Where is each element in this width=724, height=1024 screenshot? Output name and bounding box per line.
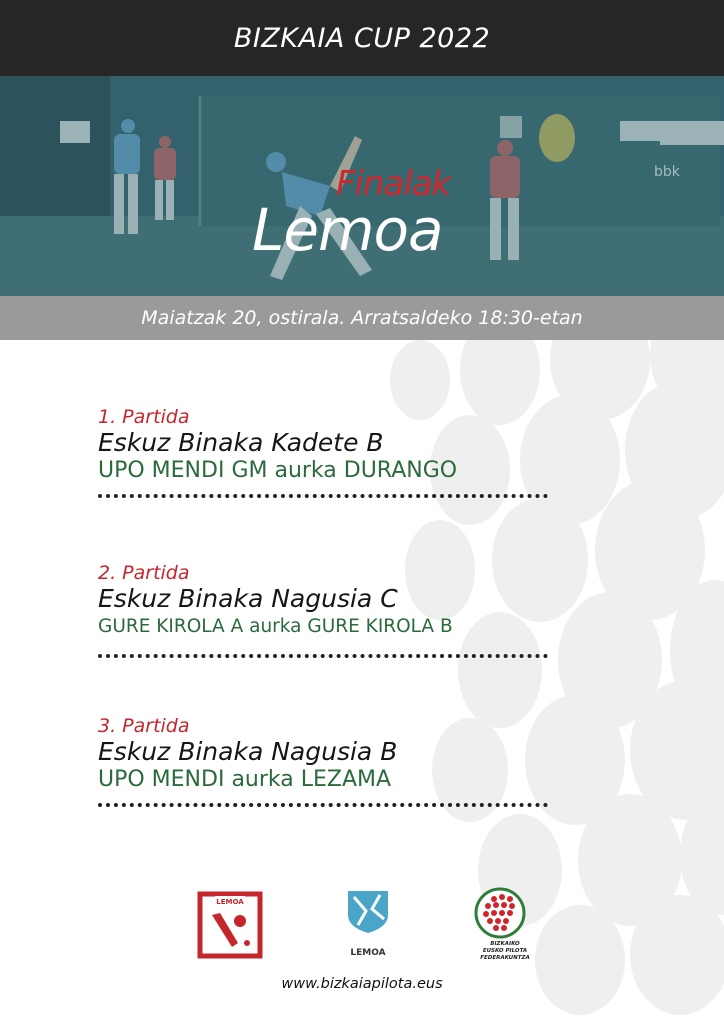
header-bar [0,0,724,76]
lemoa-club-logo [200,894,260,956]
match-2 [98,562,558,658]
match-3 [98,715,558,807]
match-number: 1. Partida [98,406,190,428]
sponsor-logos [0,885,724,965]
svg-text:LEMOA: LEMOA [350,948,386,958]
hero-banner [0,76,724,296]
event-title: BIZKAIA CUP 2022 [233,22,491,54]
finals-label: Finalak [336,164,451,204]
federation-logo [476,889,530,961]
lemoa-municipality-logo [348,891,388,958]
match-category: Eskuz Binaka Nagusia B [98,737,398,766]
svg-text:LEMOA: LEMOA [216,898,244,906]
website-link[interactable]: www.bizkaiapilota.eus [281,976,443,992]
match-number: 2. Partida [98,562,190,584]
svg-text:BIZKAIKO: BIZKAIKO [490,941,520,947]
svg-text:EUSKO PILOTA: EUSKO PILOTA [482,948,528,954]
dotted-divider [98,654,548,658]
svg-text:FEDERAKUNTZA: FEDERAKUNTZA [480,955,530,961]
match-1 [98,406,558,498]
match-category: Eskuz Binaka Kadete B [98,428,384,457]
event-date: Maiatzak 20, ostirala. Arratsaldeko 18:30-etan [141,307,583,329]
venue-title: Lemoa [252,196,443,264]
match-teams: GURE KIROLA A aurka GURE KIROLA B [98,616,453,637]
match-category: Eskuz Binaka Nagusia C [98,584,398,613]
match-teams: UPO MENDI aurka LEZAMA [98,767,392,792]
dotted-divider [98,494,548,498]
dotted-divider [98,803,548,807]
match-teams: UPO MENDI GM aurka DURANGO [98,458,458,483]
svg-text:bbk: bbk [654,164,680,180]
date-bar [0,296,724,340]
match-number: 3. Partida [98,715,190,737]
